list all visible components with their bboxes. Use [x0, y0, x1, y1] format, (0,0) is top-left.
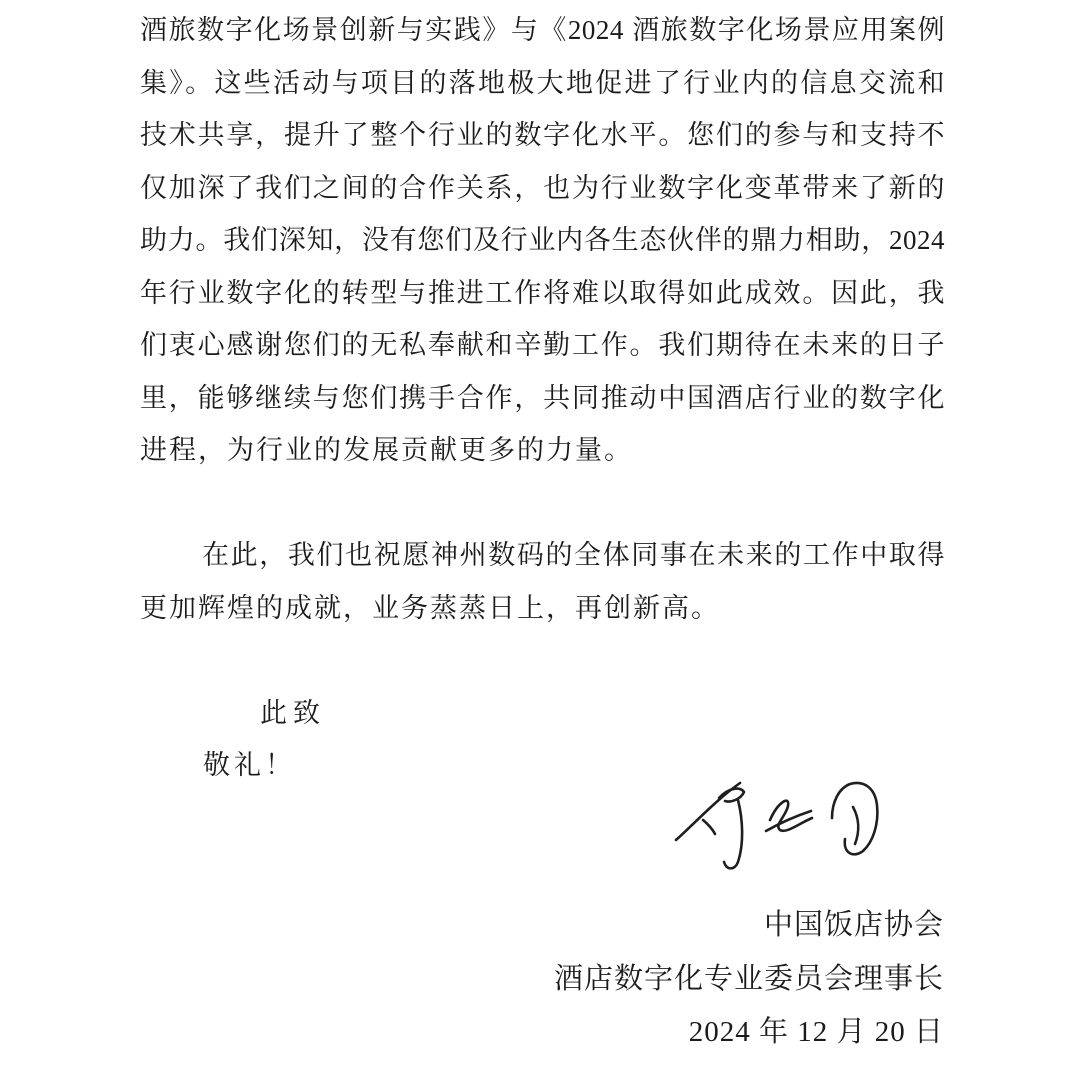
body-line: 技术共享，提升了整个行业的数字化水平。您们的参与和支持不 — [140, 120, 945, 150]
closing-salute: 此致 — [260, 697, 326, 728]
paragraph-spacer — [140, 477, 945, 530]
body-line: 集》。这些活动与项目的落地极大地促进了行业内的信息交流和 — [140, 67, 945, 98]
signer-organization: 中国饭店协会 — [763, 909, 944, 941]
body-line: 年行业数字化的转型与推进工作将难以取得如此成效。因此，我 — [140, 277, 945, 308]
body-line: 仅加深了我们之间的合作关系，也为行业数字化变革带来了新的 — [140, 172, 945, 203]
signer-title: 酒店数字化专业委员会理事长 — [553, 962, 944, 995]
paragraph-spacer — [140, 634, 945, 687]
signature-date: 2024 年 12 月 20 日 — [688, 1016, 944, 1048]
body-line: 在此，我们也祝愿神州数码的全体同事在未来的工作中取得 — [202, 540, 945, 570]
body-line: 们衷心感谢您们的无私奉献和辛勤工作。我们期待在未来的日子 — [140, 330, 945, 360]
handwritten-signature-icon — [672, 778, 896, 878]
closing-regards: 敬礼！ — [203, 750, 296, 780]
letter-body — [140, 4, 945, 792]
body-line: 更加辉煌的成就，业务蒸蒸日上，再创新高。 — [140, 592, 720, 623]
signature-block — [554, 899, 944, 1060]
body-line: 进程，为行业的发展贡献更多的力量。 — [140, 435, 633, 465]
body-line: 酒旅数字化场景创新与实践》与《2024 酒旅数字化场景应用案例 — [140, 15, 945, 45]
body-line: 助力。我们深知，没有您们及行业内各生态伙伴的鼎力相助，2024 — [140, 225, 945, 255]
body-line: 里，能够继续与您们携手合作，共同推动中国酒店行业的数字化 — [140, 382, 945, 413]
